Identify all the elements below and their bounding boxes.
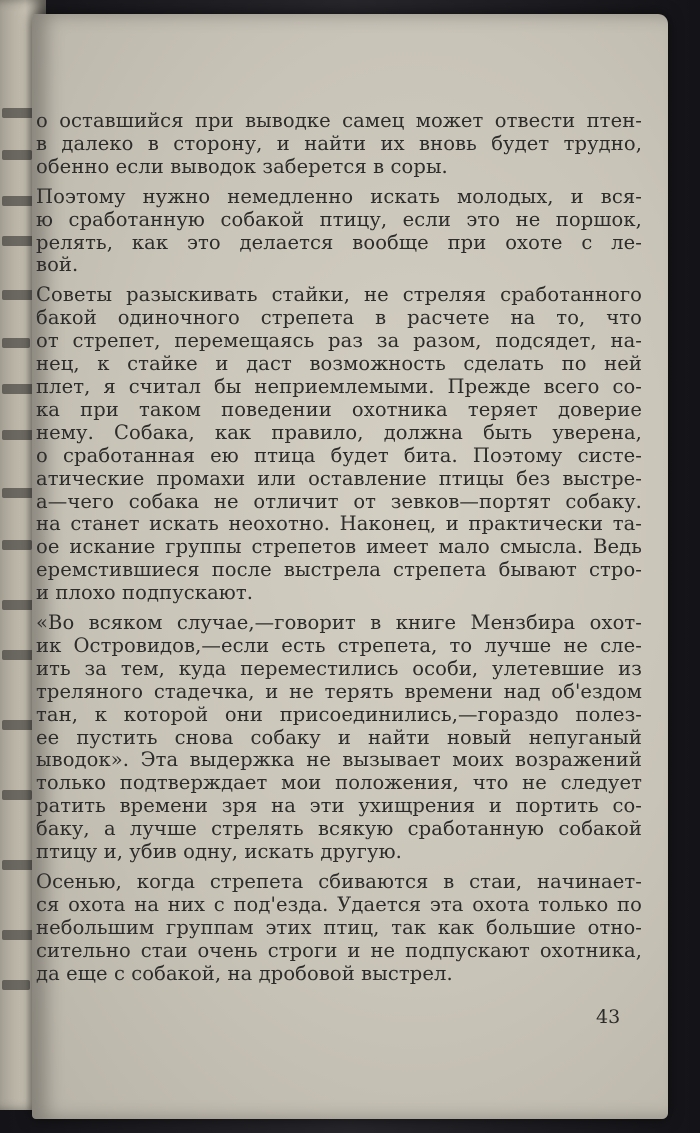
text-line: Осенью, когда стрепета сбиваются в стаи, начинает- — [36, 870, 642, 893]
text-line: Поэтому нужно немедленно искать молодых, и вся- — [36, 184, 642, 208]
text-line: Советы разыскивать стайки, не стреляя сработанного — [36, 283, 642, 307]
text-line: о оставшийся при выводке самец может отвести птен- — [36, 109, 642, 132]
text-line: на станет искать неохотно. Наконец, и практически та- — [36, 512, 642, 536]
text-line: да еще с собакой, на дробовой выстрел. — [36, 961, 453, 985]
left-page-text-fragment — [2, 980, 30, 990]
left-page-text-fragment — [2, 790, 32, 800]
text-line: ратить времени зря на эти ухищрения и портить со- — [36, 794, 642, 818]
page-body-text — [36, 110, 642, 986]
text-line: ик Островидов,—если есть стрепета, то лучше не сле- — [36, 633, 642, 657]
text-line: только подтверждает мои положения, что не следует — [36, 771, 642, 795]
text-line: о сработанная ею птица будет бита. Поэтому систе- — [36, 443, 642, 467]
left-page-text-fragment — [2, 236, 36, 246]
text-line: ыводок». Эта выдержка не вызывает моих возражений — [36, 748, 642, 772]
left-page-text-fragment — [2, 930, 34, 940]
text-line: в далеко в сторону, и найти их вновь будет трудно, — [36, 131, 642, 155]
paragraph — [36, 284, 642, 605]
text-line: бакой одиночного стрепета в расчете на то, что — [36, 306, 642, 330]
text-line: ю сработанную собакой птицу, если это не поршок, — [36, 207, 642, 231]
text-line: сительно стаи очень строги и не подпускают охотника, — [36, 938, 642, 962]
text-line: небольшим группам этих птиц, так как большие отно- — [36, 915, 642, 939]
text-line: атические промахи или оставление птицы без выстре- — [36, 466, 642, 490]
text-line: ка при таком поведении охотника теряет доверие — [36, 397, 642, 421]
paragraph — [36, 110, 642, 179]
text-line: и плохо подпускают. — [36, 581, 254, 605]
text-line: вой. — [36, 253, 79, 277]
paragraph — [36, 871, 642, 986]
text-line: а—чего собака не отличит от зевков—портят собаку. — [36, 489, 642, 513]
text-line: треляного стадечка, и не терять времени над об'ездом — [36, 679, 642, 703]
text-line: ее пустить снова собаку и найти новый непуганый — [36, 725, 642, 749]
text-line: нему. Собака, как правило, должна быть уверена, — [36, 420, 642, 444]
left-page-text-fragment — [2, 430, 34, 440]
text-line: ся охота на них с под'езда. Удается эта охота только по — [36, 892, 642, 916]
page-number: 43 — [596, 1006, 621, 1028]
text-line: ое искание группы стрепетов имеет мало смысла. Ведь — [36, 535, 642, 559]
text-line: еремстившиеся после выстрела стрепета бывают стро- — [36, 558, 642, 582]
text-line: «Во всяком случае,—говорит в книге Мензбира охот- — [36, 611, 642, 635]
left-page-text-fragment — [2, 150, 32, 160]
text-line: баку, а лучше стрелять всякую сработанную собакой — [36, 817, 642, 841]
left-page-text-fragment — [2, 338, 30, 348]
paragraph — [36, 612, 642, 864]
text-line: релять, как это делается вообще при охоте с ле- — [36, 230, 642, 254]
paragraph — [36, 186, 642, 278]
text-line: нец, к стайке и даст возможность сделать по ней — [36, 352, 642, 376]
text-line: от стрепет, перемещаясь раз за разом, подсядет, на- — [36, 329, 642, 353]
left-page-text-fragment — [2, 650, 36, 660]
text-line: ить за тем, куда переместились особи, улетевшие из — [36, 656, 642, 680]
text-line: птицу и, убив одну, искать другую. — [36, 840, 402, 864]
text-line: плет, я считал бы неприемлемыми. Прежде всего со- — [36, 374, 642, 398]
left-page-text-fragment — [2, 540, 32, 550]
book-page — [32, 14, 668, 1119]
text-line: тан, к которой они присоединились,—гораздо полез- — [36, 702, 642, 726]
text-line: обенно если выводок заберется в соры. — [36, 154, 448, 178]
